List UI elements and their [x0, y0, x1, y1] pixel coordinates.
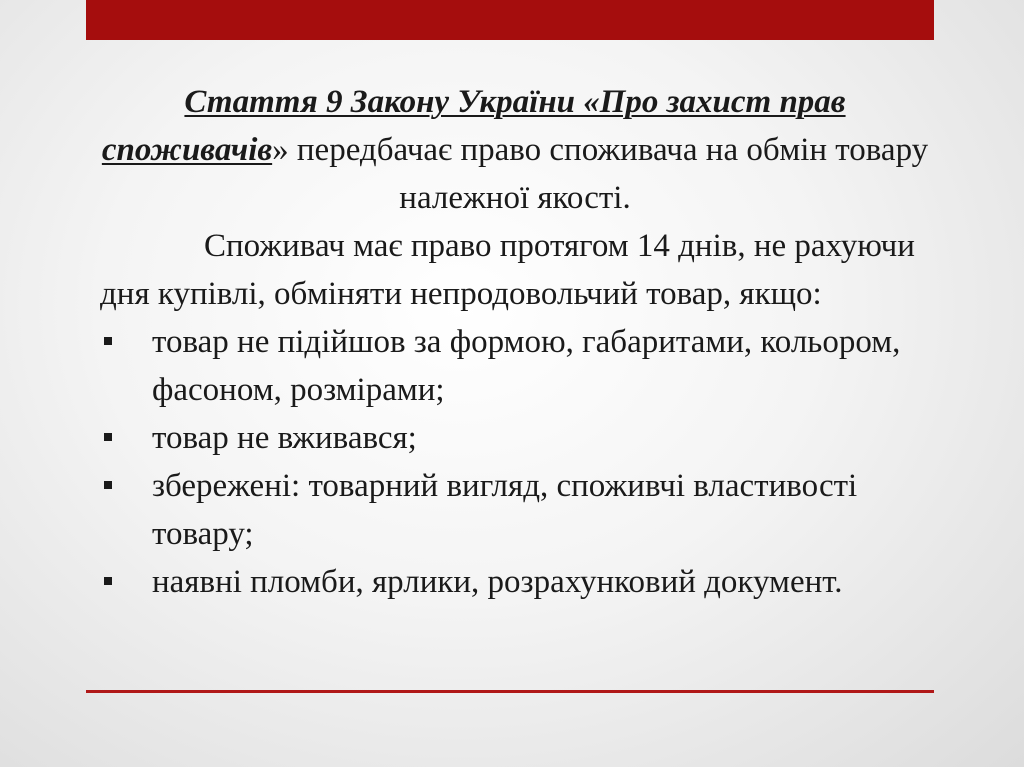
- conditions-list: [100, 318, 930, 606]
- list-item-text: товар не підійшов за формою, габаритами, кольором, фасоном, розмірами;: [152, 324, 901, 408]
- law-reference: Стаття 9 Закону України «Про захист прав споживачів: [101, 84, 846, 168]
- square-bullet-icon: [104, 337, 112, 345]
- square-bullet-icon: [104, 577, 112, 585]
- list-item: [100, 414, 930, 462]
- slide-content: [100, 78, 930, 606]
- top-accent-bar: [86, 0, 934, 40]
- list-item-text: наявні пломби, ярлики, розрахунковий документ.: [152, 564, 843, 600]
- heading-rest: » передбачає право споживача на обмін товару належної якості.: [272, 132, 929, 216]
- square-bullet-icon: [104, 481, 112, 489]
- list-item-text: збережені: товарний вигляд, споживчі властивості товару;: [152, 468, 858, 552]
- list-item: [100, 558, 930, 606]
- slide-heading: [100, 78, 930, 222]
- list-item-text: товар не вживався;: [152, 420, 417, 456]
- body-paragraph: Споживач має право протягом 14 днів, не рахуючи дня купівлі, обміняти непродовольчий товар, якщо:: [100, 228, 915, 312]
- list-item: [100, 318, 930, 414]
- square-bullet-icon: [104, 433, 112, 441]
- list-item: [100, 462, 930, 558]
- bottom-divider: [86, 690, 934, 693]
